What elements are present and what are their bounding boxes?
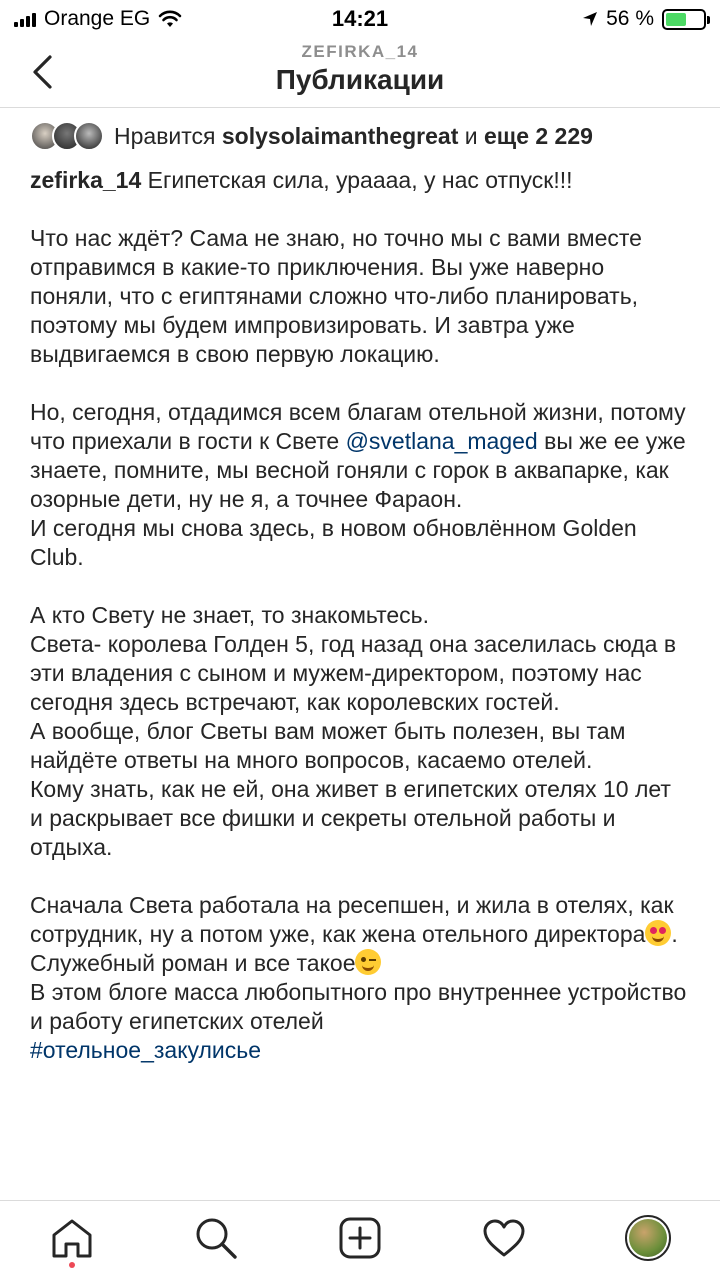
likes-text (114, 123, 593, 150)
caption-paragraph: Служебный роман и все такое (30, 950, 356, 976)
post-caption (30, 166, 690, 1065)
status-left (14, 7, 182, 31)
caption-paragraph: вы же ее уже знаете, помните, мы весной гоняли с горок в аквапарке, как озорные дети, ну не я, а точнее Фараон. (30, 428, 686, 512)
tab-search[interactable] (181, 1208, 251, 1268)
status-right (582, 7, 706, 31)
caption-paragraph: Но, сегодня, отдадимся всем благам отельной жизни, потому что приехали в гости к Свете (30, 399, 686, 454)
caption-paragraph: Кому знать, как не ей, она живет в египетских отелях 10 лет и раскрывает все фишки и секреты отельной работы и отдыха. (30, 776, 671, 860)
tab-home[interactable] (37, 1208, 107, 1268)
carrier-name: Orange EG (44, 7, 151, 30)
wink-emoji-icon (355, 949, 381, 975)
caption-paragraph: В этом блоге масса любопытного про внутреннее устройство и работу египетских отелей (30, 979, 687, 1034)
heart-icon (482, 1218, 526, 1258)
signal-icon (14, 11, 36, 27)
add-post-icon (338, 1216, 382, 1260)
page-title: Публикации (275, 64, 445, 95)
clock: 14:21 (331, 6, 389, 31)
likes-prefix: Нравится (114, 122, 216, 149)
caption-paragraph: А вообще, блог Светы вам может быть полезен, вы там найдёте ответы на много вопросов, касаемо отелей. (30, 718, 626, 773)
battery-percent: 56 % (606, 7, 654, 30)
caption-paragraph: И сегодня мы снова здесь, в новом обновлённом Golden Club. (30, 515, 637, 570)
tab-new-post[interactable] (325, 1208, 395, 1268)
likes-row[interactable] (30, 116, 690, 156)
search-icon (194, 1216, 238, 1260)
profile-avatar (625, 1215, 671, 1261)
tab-profile[interactable] (613, 1208, 683, 1268)
caption-period: . (671, 921, 678, 947)
battery-icon (662, 9, 706, 30)
caption-paragraph: Что нас ждёт? Сама не знаю, но точно мы с вами вместе отправимся в какие-то приключения. Вы уже наверно поняли, что с египтянами сложно что-либо планировать, поэтому мы будем импровизировать. И завтра уже выдвигаемся в свою первую локацию. (30, 225, 642, 367)
avatar (74, 121, 104, 151)
battery-fill (666, 13, 686, 26)
hashtag-link[interactable]: #отельное_закулисье (30, 1037, 262, 1063)
liker-username[interactable]: solysolaimanthegreat (221, 122, 459, 149)
liker-avatars (30, 121, 104, 151)
likes-connector: и (464, 122, 478, 149)
mention-link[interactable]: @svetlana_maged (345, 428, 538, 454)
wifi-icon (158, 10, 182, 28)
likes-count[interactable]: еще 2 229 (484, 122, 593, 149)
notification-dot (69, 1262, 75, 1268)
caption-first-line: Египетская сила, урааaa, у нас отпуск!!! (147, 167, 573, 193)
caption-author[interactable]: zefirka_14 (30, 167, 142, 193)
header-titles (0, 42, 720, 96)
caption-paragraph: Сначала Света работала на ресепшен, и жила в отелях, как сотрудник, ну а потом уже, как жена отельного директора (30, 892, 674, 947)
tab-activity[interactable] (469, 1208, 539, 1268)
bottom-tab-bar (0, 1200, 720, 1280)
home-icon (50, 1217, 94, 1259)
status-bar (0, 0, 720, 38)
caption-paragraph: Света- королева Голден 5, год назад она заселилась сюда в эти владения с сыном и мужем-директором, поэтому нас сегодня здесь встречают, как королевских гостей. (30, 631, 677, 715)
location-arrow-icon (582, 11, 598, 27)
nav-header (0, 38, 720, 108)
header-username: ZEFIRKA_14 (301, 42, 419, 61)
caption-paragraph: А кто Свету не знает, то знакомьтесь. (30, 602, 430, 628)
post-content (0, 108, 720, 1200)
heart-eyes-emoji-icon (645, 920, 671, 946)
